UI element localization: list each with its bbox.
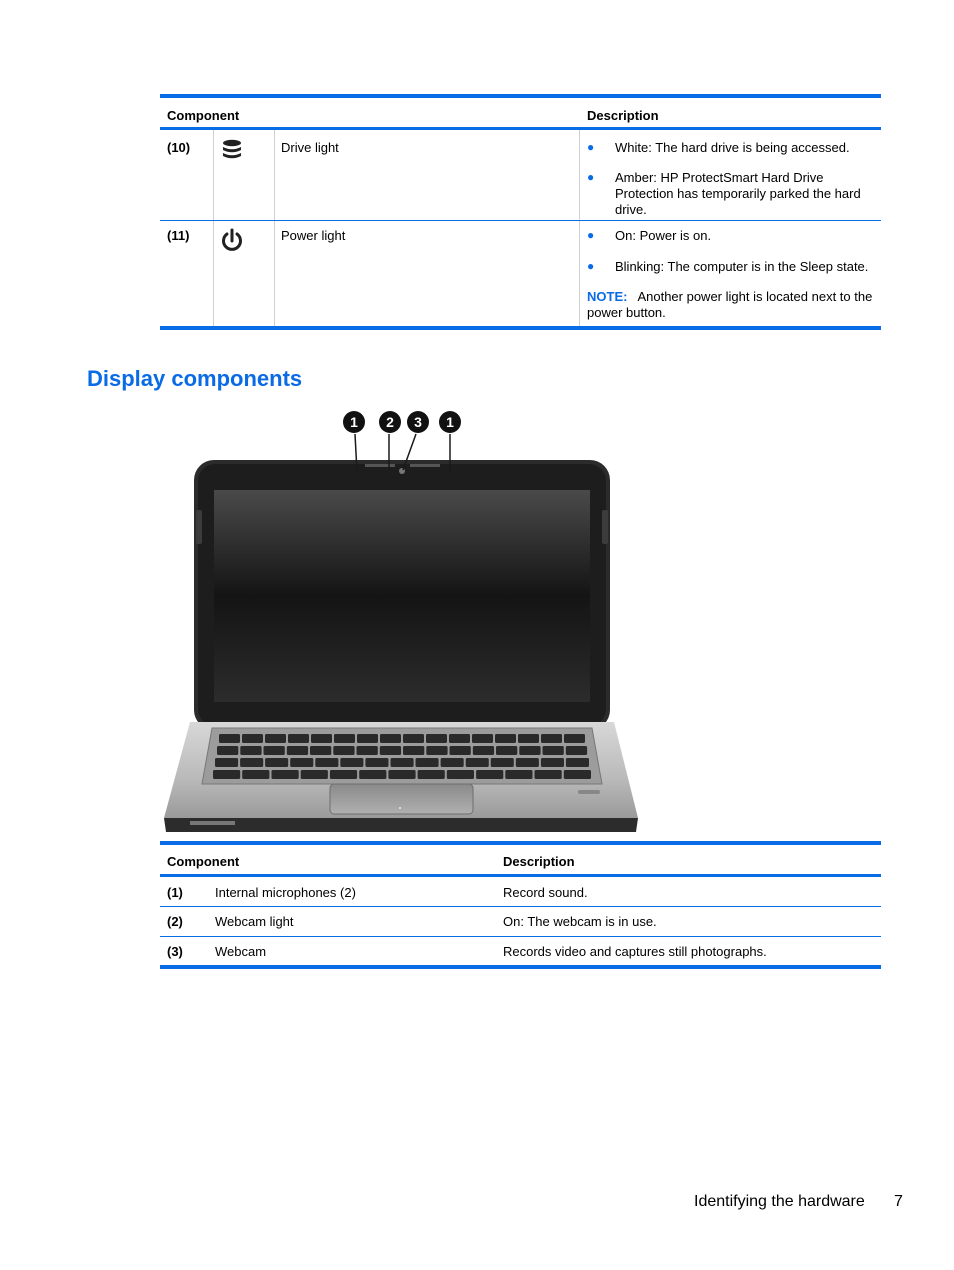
row-number: (3) <box>167 944 183 959</box>
display-screen <box>214 490 590 702</box>
component-name: Power light <box>281 228 346 243</box>
page-number: 7 <box>894 1193 903 1210</box>
bullet-text: White: The hard drive is being accessed. <box>615 140 850 155</box>
drive-icon <box>220 138 244 165</box>
column-divider <box>579 221 580 326</box>
column-divider <box>213 221 214 326</box>
note-label: NOTE: <box>587 289 628 304</box>
table-row <box>160 877 881 906</box>
callout-1-right <box>439 411 461 433</box>
note <box>587 289 877 321</box>
table-row <box>160 937 881 965</box>
header-description: Description <box>503 854 575 869</box>
column-divider <box>579 130 580 220</box>
component-description: Record sound. <box>503 885 588 900</box>
footer-section-name: Identifying the hardware <box>694 1193 865 1210</box>
table-header <box>160 845 881 874</box>
header-component: Component <box>167 108 240 123</box>
row-number: (2) <box>167 914 183 929</box>
callout-2 <box>379 411 401 433</box>
table-row <box>160 221 881 326</box>
callout-1 <box>343 411 365 433</box>
components-table-display <box>160 841 881 969</box>
svg-text:3: 3 <box>414 414 422 430</box>
bullet-text: Blinking: The computer is in the Sleep state. <box>615 259 869 274</box>
component-name: Drive light <box>281 140 339 155</box>
column-divider <box>213 130 214 220</box>
header-description: Description <box>587 108 659 123</box>
svg-text:1: 1 <box>350 414 358 430</box>
column-divider <box>274 130 275 220</box>
column-divider <box>274 221 275 326</box>
power-icon <box>220 228 244 257</box>
svg-text:1: 1 <box>446 414 454 430</box>
bullet-icon: ● <box>587 170 595 184</box>
bullet-text: On: Power is on. <box>615 228 712 243</box>
header-component: Component <box>167 854 240 869</box>
row-number: (1) <box>167 885 183 900</box>
table-bottom-rule <box>160 326 881 330</box>
table-row <box>160 907 881 936</box>
laptop-illustration <box>160 400 650 840</box>
row-number: (11) <box>167 228 190 243</box>
bullet-icon: ● <box>587 140 595 154</box>
component-name: Webcam light <box>215 914 294 929</box>
components-table-lights <box>160 94 881 330</box>
component-name: Internal microphones (2) <box>215 885 356 900</box>
table-header <box>160 98 881 127</box>
svg-text:2: 2 <box>386 414 394 430</box>
bullet-icon: ● <box>587 259 595 273</box>
touchpad <box>330 784 473 814</box>
table-bottom-rule <box>160 965 881 969</box>
section-title: Display components <box>87 366 303 391</box>
bullet-text: Amber: HP ProtectSmart Hard Drive Protection has temporarily parked the hard drive. <box>615 170 861 217</box>
table-row <box>160 130 881 220</box>
component-description: On: The webcam is in use. <box>503 914 657 929</box>
row-number: (10) <box>167 140 191 155</box>
bullet-icon: ● <box>587 228 595 242</box>
note-text: Another power light is located next to the power button. <box>587 289 873 320</box>
component-name: Webcam <box>215 944 267 959</box>
component-description: Records video and captures still photographs. <box>503 944 767 959</box>
callout-3 <box>407 411 429 433</box>
